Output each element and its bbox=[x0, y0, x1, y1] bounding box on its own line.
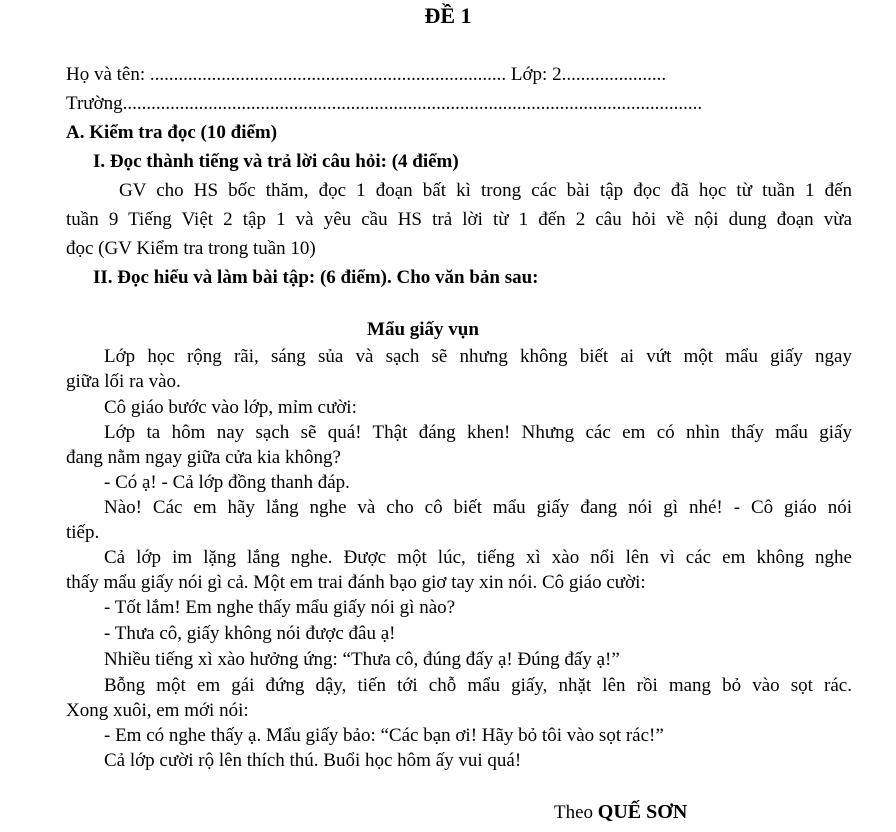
school-line: Trường.......................................................................................................................... bbox=[66, 93, 703, 114]
part-2-heading: II. Đọc hiểu và làm bài tập: (6 điểm). Cho văn bản sau: bbox=[93, 267, 539, 288]
story-line: tiếp. bbox=[66, 522, 100, 543]
student-name-class-line: Họ và tên: ........................................................................... Lớp: 2...................... bbox=[66, 64, 667, 85]
part-1-heading: I. Đọc thành tiếng và trả lời câu hỏi: (4 điểm) bbox=[93, 151, 459, 172]
author-name: QUẾ SƠN bbox=[597, 801, 688, 823]
author-prefix: Theo bbox=[554, 802, 594, 823]
story-line: - Có ạ! - Cả lớp đồng thanh đáp. bbox=[104, 472, 350, 493]
story-line: Cả lớp cười rộ lên thích thú. Buổi học hôm ấy vui quá! bbox=[104, 750, 522, 771]
story-line: thấy mẩu giấy nói gì cả. Một em trai đánh bạo giơ tay xin nói. Cô giáo cười: bbox=[66, 572, 646, 593]
story-line: Lớp học rộng rãi, sáng sủa và sạch sẽ nhưng không biết ai vứt một mẩu giấy ngay bbox=[104, 346, 852, 367]
section-a-heading: A. Kiểm tra đọc (10 điểm) bbox=[66, 122, 278, 143]
story-line: Bỗng một em gái đứng dậy, tiến tới chỗ mẩu giấy, nhặt lên rồi mang bỏ vào sọt rác. bbox=[104, 675, 852, 696]
part-1-text-line-3: đọc (GV Kiểm tra trong tuần 10) bbox=[66, 238, 316, 259]
story-line: - Tốt lắm! Em nghe thấy mẩu giấy nói gì nào? bbox=[104, 597, 456, 618]
story-line: giữa lối ra vào. bbox=[66, 371, 181, 392]
story-line: Lớp ta hôm nay sạch sẽ quá! Thật đáng khen! Nhưng các em có nhìn thấy mẩu giấy bbox=[104, 422, 852, 443]
story-author bbox=[554, 799, 687, 826]
story-line: đang nằm ngay giữa cửa kia không? bbox=[66, 447, 341, 468]
story-line: Xong xuôi, em mới nói: bbox=[66, 700, 249, 721]
story-line: Cô giáo bước vào lớp, mỉm cười: bbox=[104, 397, 357, 418]
story-title: Mẩu giấy vụn bbox=[367, 319, 479, 340]
part-1-text-line-2: tuần 9 Tiếng Việt 2 tập 1 và yêu cầu HS trả lời từ 1 đến 2 câu hỏi về nội dung đoạn vừa bbox=[66, 209, 852, 230]
story-line: - Thưa cô, giấy không nói được đâu ạ! bbox=[104, 623, 396, 644]
story-line: Nào! Các em hãy lắng nghe và cho cô biết mẩu giấy đang nói gì nhé! - Cô giáo nói bbox=[104, 497, 852, 518]
story-line: Cả lớp im lặng lắng nghe. Được một lúc, tiếng xì xào nổi lên vì các em không nghe bbox=[104, 547, 852, 568]
part-1-text-line-1: GV cho HS bốc thăm, đọc 1 đoạn bất kì trong các bài tập đọc đã học từ tuần 1 đến bbox=[119, 180, 852, 201]
story-line: Nhiều tiếng xì xào hưởng ứng: “Thưa cô, đúng đấy ạ! Đúng đấy ạ!” bbox=[104, 649, 620, 670]
exam-title: ĐỀ 1 bbox=[424, 3, 472, 28]
story-line: - Em có nghe thấy ạ. Mẩu giấy bảo: “Các bạn ơi! Hãy bỏ tôi vào sọt rác!” bbox=[104, 725, 664, 746]
